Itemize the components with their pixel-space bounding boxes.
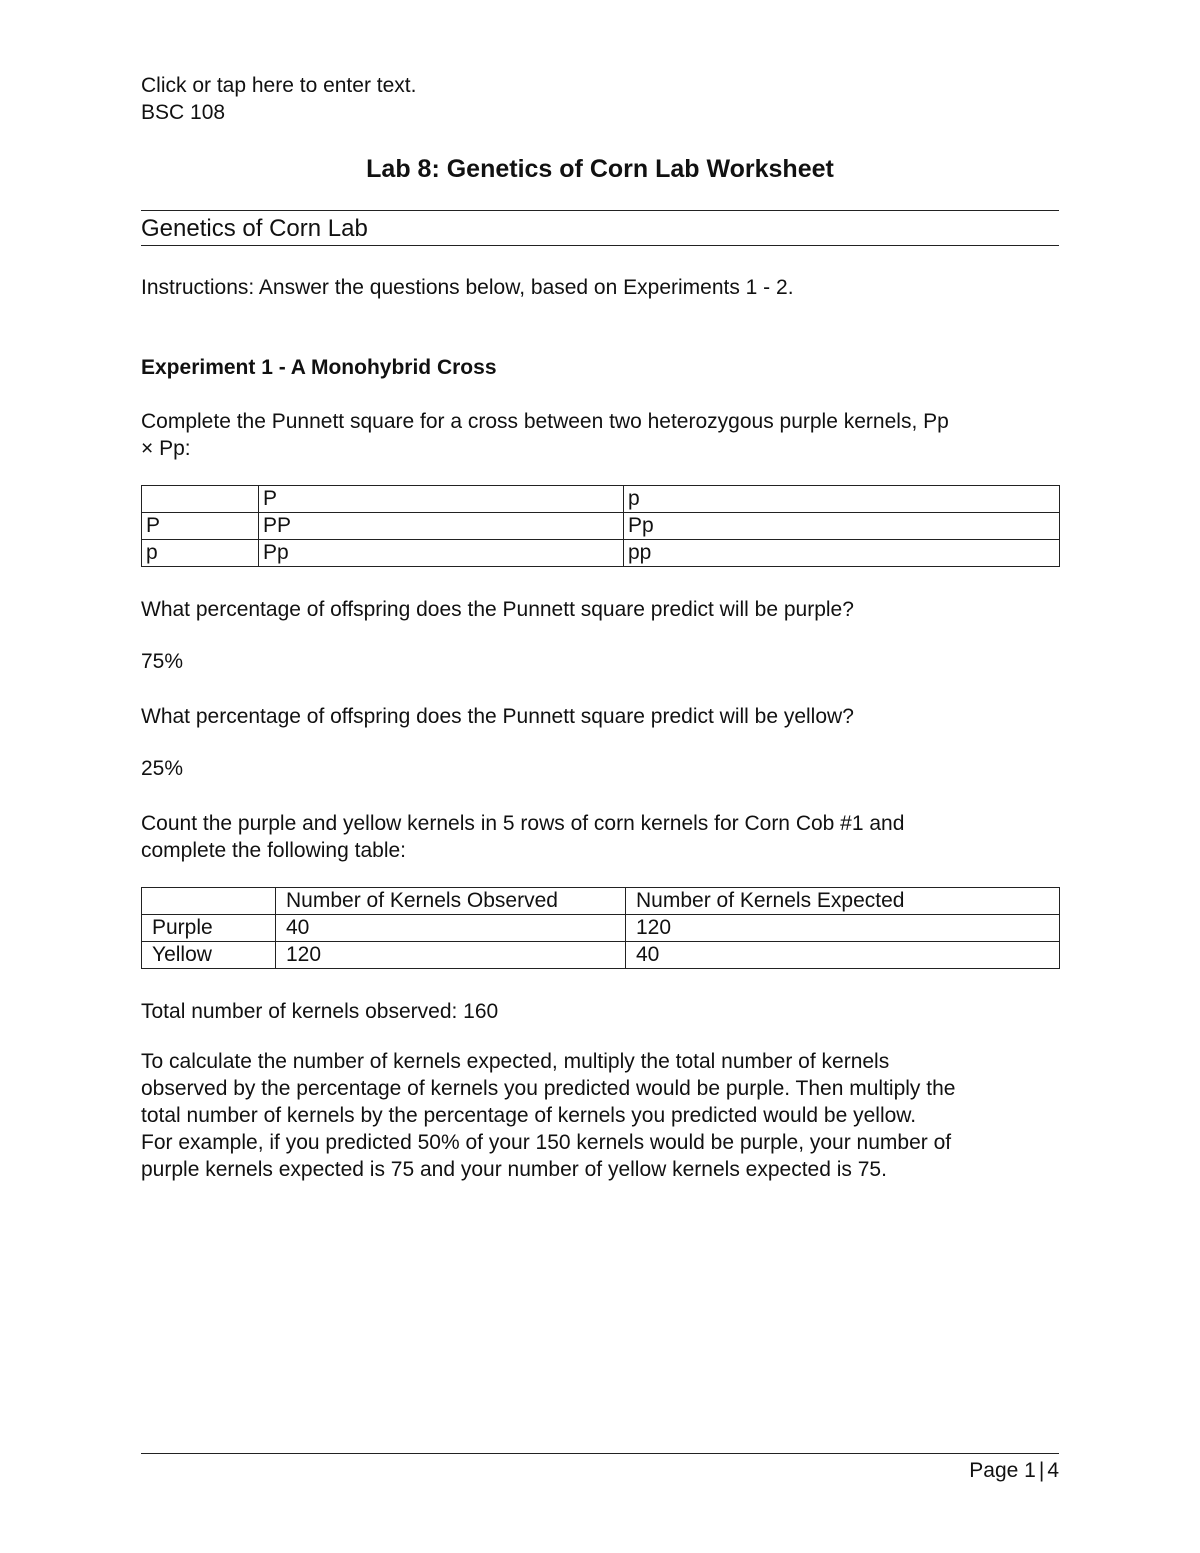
count-prompt-line: Count the purple and yellow kernels in 5 rows of corn kernels for Corn Cob #1 and xyxy=(141,812,905,835)
table-cell[interactable] xyxy=(142,486,259,513)
table-cell[interactable]: Yellow xyxy=(142,942,276,969)
calculation-instructions xyxy=(141,1048,1059,1183)
punnett-prompt-line: × Pp: xyxy=(141,437,191,460)
punnett-square-table xyxy=(141,485,1060,567)
table-cell[interactable] xyxy=(142,888,276,915)
table-cell[interactable]: 40 xyxy=(626,942,1060,969)
table-header-cell[interactable]: Number of Kernels Observed xyxy=(276,888,626,915)
answer-yellow[interactable]: 25% xyxy=(141,757,184,780)
answer-purple[interactable]: 75% xyxy=(141,650,184,673)
document-title: Lab 8: Genetics of Corn Lab Worksheet xyxy=(366,155,834,183)
table-cell[interactable]: Pp xyxy=(259,540,624,567)
table-row xyxy=(142,942,1060,969)
calculation-line: total number of kernels by the percentage of kernels you predicted would be yellow. xyxy=(141,1104,917,1127)
table-cell[interactable]: pp xyxy=(624,540,1060,567)
table-row xyxy=(142,513,1060,540)
page-footer xyxy=(141,1457,1059,1485)
table-row xyxy=(142,486,1060,513)
calculation-line: purple kernels expected is 75 and your number of yellow kernels expected is 75. xyxy=(141,1158,887,1181)
table-cell[interactable]: P xyxy=(259,486,624,513)
footer-divider xyxy=(141,1453,1059,1454)
enter-text-placeholder[interactable]: Click or tap here to enter text. xyxy=(141,74,417,97)
table-row xyxy=(142,915,1060,942)
count-prompt-line: complete the following table: xyxy=(141,839,406,862)
kernels-count-table xyxy=(141,887,1060,969)
question-yellow: What percentage of offspring does the Punnett square predict will be yellow? xyxy=(141,705,854,728)
count-prompt xyxy=(141,810,1059,864)
table-row xyxy=(142,540,1060,567)
page-content xyxy=(141,72,1059,1183)
experiment-1-heading: Experiment 1 - A Monohybrid Cross xyxy=(141,356,497,379)
page-number-label: Page 1 xyxy=(969,1459,1036,1482)
instructions-text: Instructions: Answer the questions below, based on Experiments 1 - 2. xyxy=(141,276,794,299)
table-cell[interactable]: p xyxy=(624,486,1060,513)
calculation-line: observed by the percentage of kernels you predicted would be purple. Then multiply the xyxy=(141,1077,956,1100)
calculation-line: For example, if you predicted 50% of your 150 kernels would be purple, your number of xyxy=(141,1131,952,1154)
section-heading: Genetics of Corn Lab xyxy=(141,210,1059,246)
total-pages: 4 xyxy=(1047,1459,1059,1482)
table-cell[interactable]: 40 xyxy=(276,915,626,942)
page-separator: | xyxy=(1038,1459,1045,1482)
table-cell[interactable]: P xyxy=(142,513,259,540)
course-code: BSC 108 xyxy=(141,101,226,124)
question-purple: What percentage of offspring does the Punnett square predict will be purple? xyxy=(141,598,854,621)
table-cell[interactable]: PP xyxy=(259,513,624,540)
table-cell[interactable]: Purple xyxy=(142,915,276,942)
table-cell[interactable]: p xyxy=(142,540,259,567)
calculation-line: To calculate the number of kernels expected, multiply the total number of kernels xyxy=(141,1050,890,1073)
table-cell[interactable]: Pp xyxy=(624,513,1060,540)
table-row xyxy=(142,888,1060,915)
punnett-prompt xyxy=(141,408,1059,462)
table-cell[interactable]: 120 xyxy=(276,942,626,969)
punnett-prompt-line: Complete the Punnett square for a cross between two heterozygous purple kernels, Pp xyxy=(141,410,949,433)
total-observed[interactable]: Total number of kernels observed: 160 xyxy=(141,1000,499,1023)
table-header-cell[interactable]: Number of Kernels Expected xyxy=(626,888,1060,915)
table-cell[interactable]: 120 xyxy=(626,915,1060,942)
